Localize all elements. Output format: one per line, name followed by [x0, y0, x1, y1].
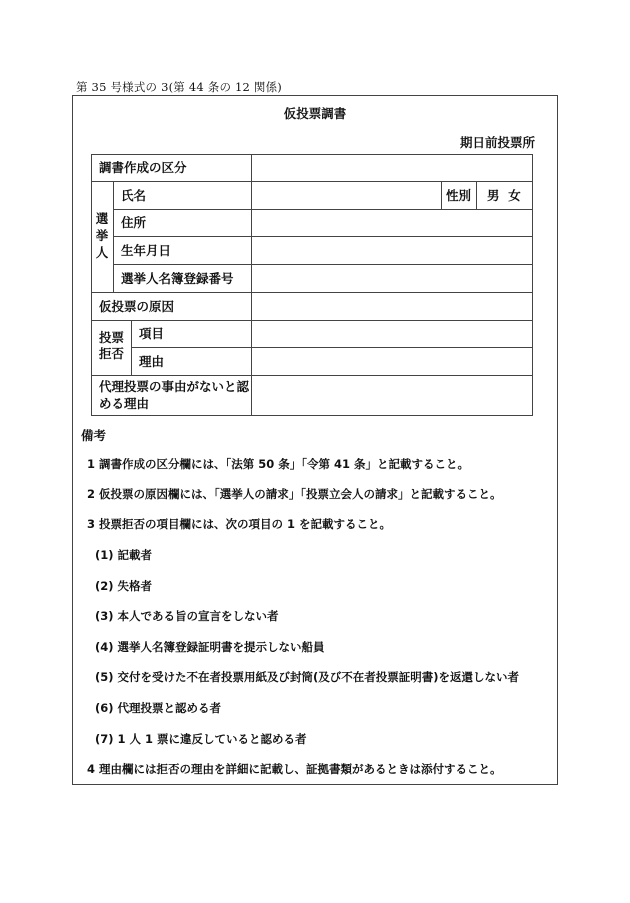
- note-subitem: (3) 本人である旨の宣言をしない者: [95, 609, 279, 623]
- row-line: [91, 292, 533, 293]
- record-table: [91, 154, 533, 416]
- sex-column-divider: [476, 181, 477, 209]
- cause-label: 仮投票の原因: [99, 299, 175, 314]
- proxy-reason-label-2: める理由: [99, 396, 150, 411]
- refusal-group-divider: [131, 320, 132, 375]
- register-number-label: 選挙人名簿登録番号: [121, 271, 234, 286]
- row-line: [91, 375, 533, 376]
- row-line: [91, 320, 533, 321]
- form-title: 仮投票調書: [283, 106, 347, 121]
- table-border-bottom: [91, 415, 533, 416]
- note-subitem: (5) 交付を受けた不在者投票用紙及び封筒(及び不在者投票証明書)を返還しない者: [95, 670, 520, 684]
- note-item: 2 仮投票の原因欄には、「選挙人の請求」「投票立会人の請求」と記載すること。: [87, 487, 502, 501]
- proxy-reason-label-1: 代理投票の事由がないと認: [99, 379, 250, 394]
- polling-place-label: 期日前投票所: [459, 135, 535, 150]
- row-line: [91, 181, 533, 182]
- sex-column-divider: [441, 181, 442, 209]
- note-subitem: (4) 選挙人名簿登録証明書を提示しない船員: [95, 640, 325, 654]
- note-item: 3 投票拒否の項目欄には、次の項目の 1 を記載すること。: [87, 517, 392, 531]
- voter-group-divider: [113, 181, 114, 292]
- table-border-top: [91, 154, 533, 155]
- sex-options: 男 女: [487, 188, 521, 203]
- reason-label: 理由: [139, 354, 165, 369]
- form-frame: [72, 95, 558, 785]
- name-label: 氏名: [121, 188, 147, 203]
- voter-group-text: 選挙人: [95, 211, 109, 260]
- item-label: 項目: [139, 326, 165, 341]
- section-label: 調書作成の区分: [99, 160, 187, 175]
- note-subitem: (6) 代理投票と認める者: [95, 701, 222, 715]
- form-number: 第 35 号様式の 3(第 44 条の 12 関係): [76, 80, 282, 94]
- birthdate-label: 生年月日: [121, 243, 172, 258]
- note-item: 1 調書作成の区分欄には、「法第 50 条」「令第 41 条」と記載すること。: [87, 457, 470, 471]
- row-line: [113, 209, 533, 210]
- notes-section: [81, 426, 551, 444]
- note-subitem: (1) 記載者: [95, 548, 153, 562]
- row-line: [131, 347, 533, 348]
- sex-label: 性別: [446, 188, 472, 203]
- note-item: 4 理由欄には拒否の理由を詳細に記載し、証拠書類があるときは添付すること。: [87, 762, 502, 776]
- notes-title: 備考: [81, 428, 107, 443]
- label-value-divider: [251, 154, 252, 416]
- refusal-group-label-1: 投票: [99, 330, 125, 345]
- voter-group-label: [95, 210, 109, 261]
- address-label: 住所: [121, 215, 147, 230]
- note-subitem: (2) 失格者: [95, 579, 153, 593]
- table-border-right: [532, 154, 533, 416]
- row-line: [113, 236, 533, 237]
- note-subitem: (7) 1 人 1 票に違反していると認める者: [95, 732, 307, 746]
- row-line: [113, 264, 533, 265]
- refusal-group-label-2: 拒否: [99, 346, 125, 361]
- table-border-left: [91, 154, 92, 416]
